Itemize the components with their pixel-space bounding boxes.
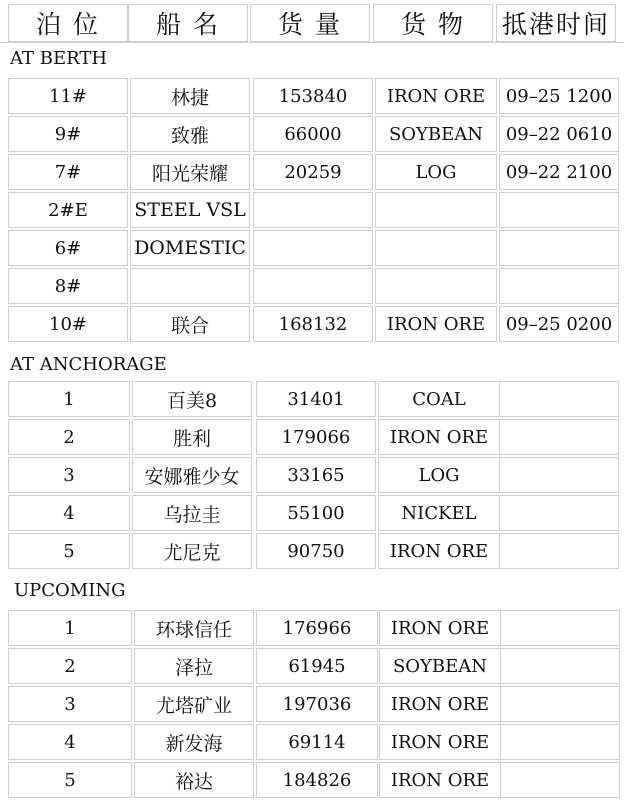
cell-cargo-quantity: 55100	[256, 495, 376, 531]
cell-ship-name: 尤尼克	[132, 533, 252, 569]
cell-arrival-time	[499, 230, 619, 266]
section-title: UPCOMING	[14, 580, 126, 601]
cell-cargo-quantity: 66000	[253, 116, 373, 152]
cell-cargo-quantity: 153840	[253, 78, 373, 114]
cell-cargo-type: IRON ORE	[379, 762, 501, 798]
cell-arrival-time: 09–25 1200	[499, 78, 619, 114]
cell-berth: 5	[8, 533, 130, 569]
cell-cargo-type	[375, 268, 497, 304]
header-cargo-quantity: 货 量	[250, 4, 370, 42]
cell-cargo-type: IRON ORE	[378, 533, 500, 569]
cell-berth: 3	[8, 457, 130, 493]
cell-berth: 7#	[8, 154, 128, 190]
cell-ship-name: 裕达	[134, 762, 254, 798]
cell-ship-name: 百美8	[132, 381, 252, 417]
header-berth: 泊 位	[8, 4, 128, 42]
cell-berth: 11#	[8, 78, 128, 114]
cell-arrival-time	[499, 268, 619, 304]
cell-berth: 2#E	[8, 192, 128, 228]
cell-arrival-time	[499, 381, 619, 417]
cell-berth: 5	[8, 762, 132, 798]
cell-ship-name: 联合	[130, 306, 250, 342]
cell-arrival-time	[500, 648, 620, 684]
cell-cargo-type: IRON ORE	[378, 419, 500, 455]
cell-cargo-quantity: 69114	[256, 724, 378, 760]
cell-ship-name: STEEL VSL	[130, 192, 250, 228]
cell-cargo-quantity: 176966	[256, 610, 378, 646]
cell-arrival-time	[499, 457, 619, 493]
cell-arrival-time	[500, 724, 620, 760]
cell-berth: 2	[8, 648, 132, 684]
header-divider	[0, 42, 624, 43]
section-title: AT ANCHORAGE	[10, 354, 167, 375]
cell-cargo-quantity: 31401	[256, 381, 376, 417]
cell-cargo-quantity: 33165	[256, 457, 376, 493]
section-title: AT BERTH	[10, 48, 108, 69]
cell-berth: 1	[8, 610, 132, 646]
cell-cargo-type: IRON ORE	[379, 610, 501, 646]
cell-arrival-time	[500, 762, 620, 798]
cell-cargo-type: LOG	[375, 154, 497, 190]
cell-arrival-time: 09–22 0610	[499, 116, 619, 152]
cell-ship-name: 环球信任	[134, 610, 254, 646]
cell-berth: 6#	[8, 230, 128, 266]
cell-berth: 4	[8, 495, 130, 531]
cell-berth: 8#	[8, 268, 128, 304]
cell-cargo-type: LOG	[378, 457, 500, 493]
cell-cargo-quantity: 20259	[253, 154, 373, 190]
cell-berth: 1	[8, 381, 130, 417]
cell-cargo-quantity: 61945	[256, 648, 378, 684]
cell-arrival-time	[499, 495, 619, 531]
cell-berth: 9#	[8, 116, 128, 152]
cell-ship-name: 阳光荣耀	[130, 154, 250, 190]
cell-arrival-time	[500, 610, 620, 646]
cell-ship-name: 胜利	[132, 419, 252, 455]
cell-berth: 4	[8, 724, 132, 760]
cell-berth: 2	[8, 419, 130, 455]
cell-ship-name: 新发海	[134, 724, 254, 760]
cell-berth: 10#	[8, 306, 128, 342]
cell-cargo-quantity	[253, 230, 373, 266]
cell-cargo-type: IRON ORE	[379, 686, 501, 722]
cell-ship-name: 林捷	[130, 78, 250, 114]
cell-berth: 3	[8, 686, 132, 722]
cell-cargo-quantity: 168132	[253, 306, 373, 342]
cell-ship-name: 尤塔矿业	[134, 686, 254, 722]
cell-cargo-type: NICKEL	[378, 495, 500, 531]
cell-cargo-quantity	[253, 268, 373, 304]
cell-ship-name: 泽拉	[134, 648, 254, 684]
cell-ship-name: DOMESTIC	[130, 230, 250, 266]
cell-cargo-type	[375, 192, 497, 228]
cell-arrival-time	[499, 533, 619, 569]
cell-cargo-type: SOYBEAN	[375, 116, 497, 152]
cell-ship-name	[130, 268, 250, 304]
cell-cargo-type: SOYBEAN	[379, 648, 501, 684]
cell-ship-name: 致雅	[130, 116, 250, 152]
cell-cargo-quantity: 184826	[256, 762, 378, 798]
cell-arrival-time	[500, 686, 620, 722]
cell-ship-name: 安娜雅少女	[132, 457, 252, 493]
cell-arrival-time: 09–22 2100	[499, 154, 619, 190]
cell-cargo-quantity: 179066	[256, 419, 376, 455]
cell-cargo-quantity	[253, 192, 373, 228]
cell-ship-name: 乌拉圭	[132, 495, 252, 531]
cell-arrival-time	[499, 192, 619, 228]
cell-cargo-quantity: 197036	[256, 686, 378, 722]
cell-cargo-type: COAL	[378, 381, 500, 417]
cell-cargo-type: IRON ORE	[379, 724, 501, 760]
header-ship-name: 船 名	[128, 4, 248, 42]
cell-cargo-type: IRON ORE	[375, 306, 497, 342]
cell-arrival-time: 09–25 0200	[499, 306, 619, 342]
cell-arrival-time	[499, 419, 619, 455]
cell-cargo-type	[375, 230, 497, 266]
header-cargo-type: 货 物	[373, 4, 493, 42]
header-arrival-time: 抵港时间	[496, 4, 616, 42]
cell-cargo-quantity: 90750	[256, 533, 376, 569]
cell-cargo-type: IRON ORE	[375, 78, 497, 114]
